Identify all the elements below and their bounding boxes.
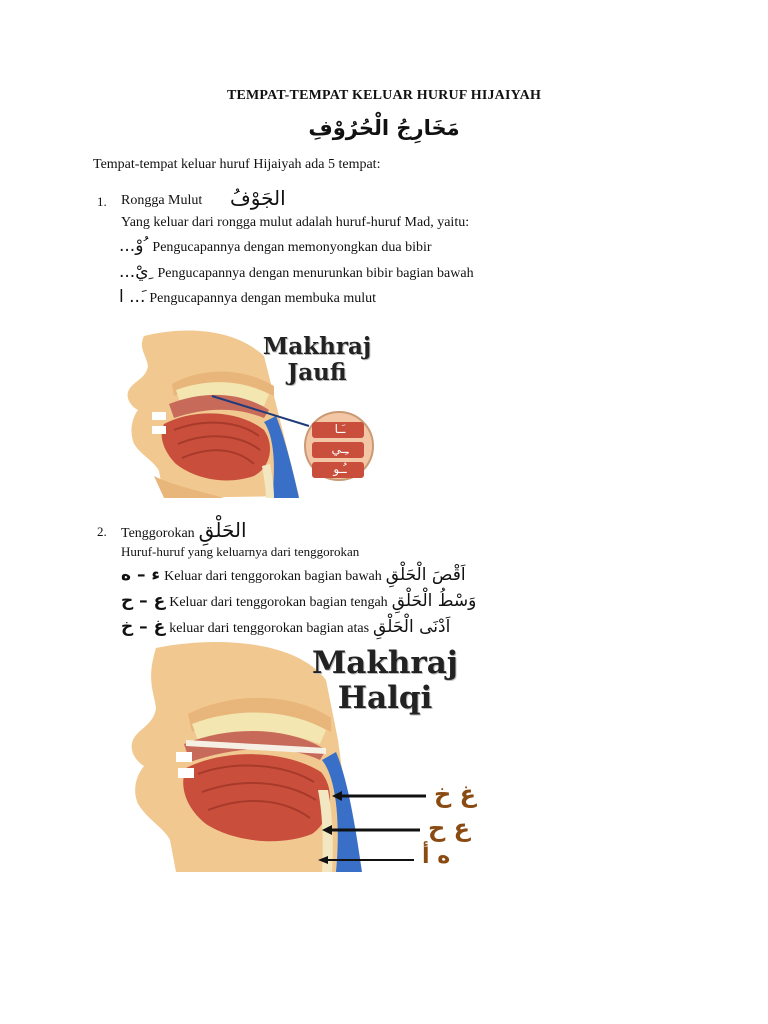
mad-glyph: ...يْ ِ xyxy=(119,262,154,282)
mad-text: Pengucapannya dengan membuka mulut xyxy=(149,291,377,306)
section2-desc: Huruf-huruf yang keluarnya dari tenggorokan xyxy=(121,544,360,559)
section1-desc: Yang keluar dari rongga mulut adalah huruf-huruf Mad, yaitu: xyxy=(121,215,470,230)
halqi-arabic: اَقْصَ الْحَلْقِ xyxy=(385,565,466,585)
mad-glyph: ...وْ ُ xyxy=(119,236,149,256)
mad-glyph: ا ...َ xyxy=(119,287,146,307)
figure2-title xyxy=(310,646,460,715)
figure2-arrow-label: ه أ xyxy=(422,844,451,869)
figure2-arrow-label: غ خ xyxy=(434,780,477,808)
figure1-title xyxy=(262,334,372,386)
section1-number: 1. xyxy=(97,194,107,209)
halqi-item xyxy=(121,617,450,637)
intro-text: Tempat-tempat keluar huruf Hijaiyah ada 5 tempat: xyxy=(93,157,381,172)
makhraj-halqi-illustration xyxy=(126,640,486,872)
halqi-text: keluar dari tenggorokan bagian atas xyxy=(169,621,370,636)
section2-heading-arabic: الحَلْقِ xyxy=(198,518,247,542)
figure2-title-line1: Makhraj xyxy=(311,645,459,681)
halqi-text: Keluar dari tenggorokan bagian bawah xyxy=(164,569,382,584)
figure2-arrow-label: ع ح xyxy=(428,814,471,842)
halqi-letters: غ – خ xyxy=(121,617,166,637)
section2-heading: Tenggorokan xyxy=(121,526,195,541)
figure1-letter: ـِـي xyxy=(331,442,349,456)
figure1-title-line1: Makhraj xyxy=(262,333,372,360)
figure1-letter: ـُـو xyxy=(333,462,347,476)
halqi-arabic: اَدْنَى الْحَلْقِ xyxy=(373,617,451,637)
section2-number: 2. xyxy=(97,524,107,539)
figure1-title-line2: Jaufi xyxy=(287,358,347,386)
mad-item xyxy=(119,236,432,256)
figure1-letter: ـَـا xyxy=(334,422,346,436)
halqi-arabic: وَسْطُ الْحَلْقِ xyxy=(391,591,477,611)
section1-heading: Rongga Mulut xyxy=(121,193,203,208)
halqi-letters: ء – ه xyxy=(121,565,161,585)
page-title: TEMPAT-TEMPAT KELUAR HURUF HIJAIYAH xyxy=(226,88,542,103)
halqi-letters: ع – ح xyxy=(121,591,166,611)
halqi-item xyxy=(121,591,476,611)
page-title-arabic: مَخَارِجُ الْحُرُوْفِ xyxy=(308,116,460,140)
halqi-text: Keluar dari tenggorokan bagian tengah xyxy=(169,595,388,610)
mad-text: Pengucapannya dengan memonyongkan dua bibir xyxy=(152,240,432,255)
halqi-item xyxy=(121,565,466,585)
mad-text: Pengucapannya dengan menurunkan bibir bagian bawah xyxy=(157,266,474,281)
section2-heading-row xyxy=(121,518,247,542)
mad-item xyxy=(119,287,376,307)
mad-item xyxy=(119,262,474,282)
makhraj-jaufi-illustration xyxy=(124,326,376,498)
figure2-title-line2: Halqi xyxy=(337,679,433,716)
section1-heading-arabic: الجَوْفُ xyxy=(230,186,286,210)
